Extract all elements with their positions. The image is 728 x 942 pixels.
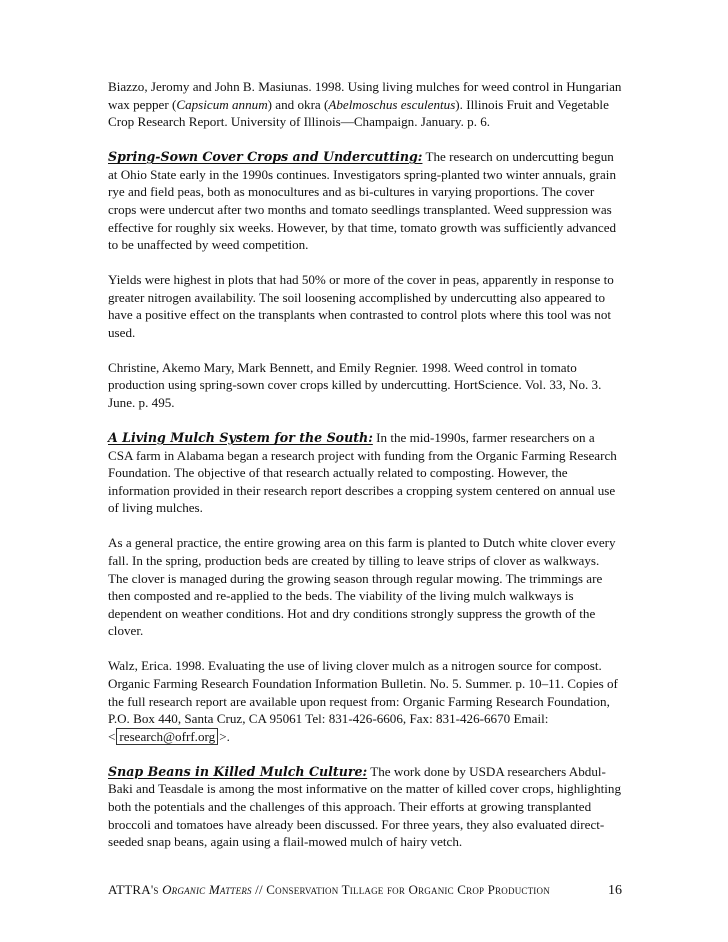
footer-publisher: ATTRA's <box>108 882 163 897</box>
footer-doc-title: Conservation Tillage for Organic Crop Production <box>266 882 550 897</box>
body-paragraph: Yields were highest in plots that had 50% or more of the cover in peas, apparently in response to greater nitrogen availability. The soil loosening accomplished by undercutting also appeared to have a positive effect on the transplants when contrasted to control plots where this tool was not used. <box>108 272 614 340</box>
section-snap-beans <box>108 763 622 851</box>
email-link[interactable]: research@ofrf.org <box>116 728 218 745</box>
section-spring-sown <box>108 148 622 254</box>
citation-text: Walz, Erica. 1998. Evaluating the use of living clover mulch as a nitrogen source for compost. Organic Farming Research Foundation Information Bulletin. No. 5. Summer. p. 10–11. Copies of the full research report are available upon request from: Organic Farming Research Foundation, P.O. Box 440, Santa Cruz, CA 95061 Tel: 831-426-6606, Fax: 831-426-6670 Email: < <box>108 658 618 744</box>
citation-biazzo <box>108 78 622 131</box>
footer-separator: // <box>251 882 267 897</box>
section-heading: Snap Beans in Killed Mulch Culture: <box>108 763 368 779</box>
page-content <box>108 78 622 868</box>
section-body: The research on undercutting begun at Ohio State early in the 1990s continues. Investigators spring-planted two winter annuals, grain rye and field peas, both as monocultures and as bi-cultures in varying proportions. The cover crops were undercut after two months and tomato seedlings transplanted. Weed suppression was effective for roughly six weeks. However, by that time, tomato growth was sufficiently advanced to be unaffected by weed competition. <box>108 149 617 253</box>
citation-christine: Christine, Akemo Mary, Mark Bennett, and Emily Regnier. 1998. Weed control in tomato production using spring-sown cover crops killed by undercutting. HortScience. Vol. 33, No. 3. June. p. 495. <box>108 359 602 411</box>
page-footer <box>108 882 622 899</box>
citation-text: Biazzo, Jeromy and John B. Masiunas. 1998. Using living mulches for weed control in Hungarian wax pepper ( <box>108 79 622 112</box>
section-living-mulch <box>108 429 622 517</box>
page-number: 16 <box>608 883 622 898</box>
species-name-pepper: Capsicum annum <box>176 96 268 112</box>
citation-walz <box>108 657 622 745</box>
footer-title <box>108 882 550 898</box>
section-body: The work done by USDA researchers Abdul-Baki and Teasdale is among the most informative on the matter of killed cover crops, highlighting both the potentials and the challenges of this approach. Their efforts at growing transplanted broccoli and tomatoes have already been discussed. For three years, they also evaluated direct-seeded snap beans, again using a flail-mowed mulch of hairy vetch. <box>108 763 622 850</box>
body-paragraph: As a general practice, the entire growing area on this farm is planted to Dutch white clover every fall. In the spring, production beds are created by tilling to leave strips of clover as walkways. The clover is managed during the growing season through regular mowing. The trimmings are then composted and re-applied to the beds. The viability of the living mulch walkways is dependent on weather conditions. Hot and dry conditions strongly suppress the growth of the clover. <box>108 535 616 639</box>
citation-text: ). Illinois Fruit and Vegetable Crop Research Report. University of Illinois—Champaign. January. p. 6. <box>108 96 609 130</box>
citation-text: ) and okra ( <box>267 96 329 112</box>
species-name-okra: Abelmoschus esculentus <box>328 96 456 112</box>
section-body: In the mid-1990s, farmer researchers on a CSA farm in Alabama began a research project with funding from the Organic Farming Research Foundation. The objective of that research actually related to composting. However, the information provided in their research report describes a cropping system centered on annual use of living mulches. <box>108 430 617 516</box>
footer-series: Organic Matters <box>162 882 252 897</box>
section-heading: Spring-Sown Cover Crops and Undercutting: <box>108 149 423 165</box>
citation-text: >. <box>219 728 230 744</box>
section-heading: A Living Mulch System for the South: <box>108 430 373 446</box>
